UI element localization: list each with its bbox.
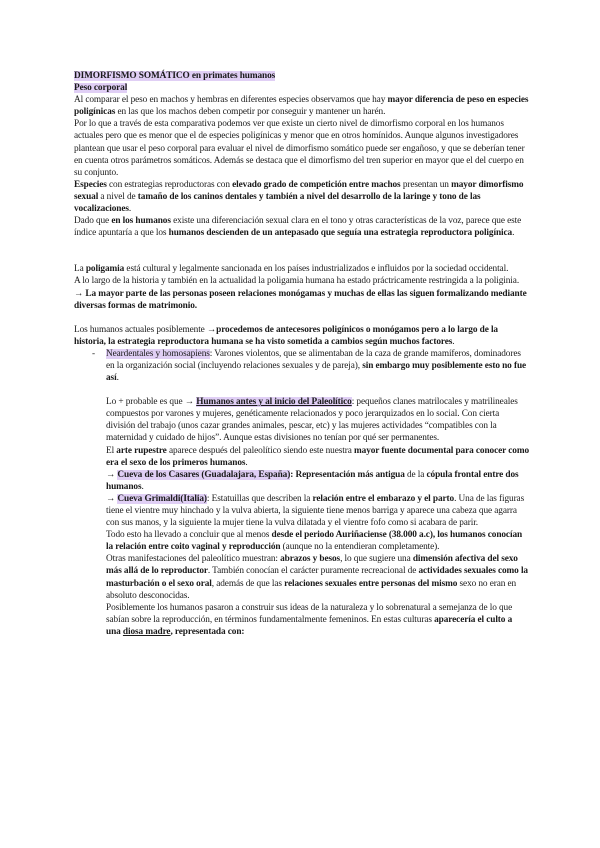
paragraph-q4: → Cueva Grimaldi(Italia): Estatuillas que describen la relación entre el embarazo y el parto. Una de las figuras tiene el vientre muy hinchado y la vulva abierta, la siguiente tiene menos barriga y aparece una cabeza que agarra con sus manos, y la siguiente la mujer tiene la vulva dilatada y el vientre fofo como si acabara de parir.: [106, 493, 525, 529]
paragraph-q3: → Cueva de los Casares (Guadalajara, España): Representación más antigua de la cópula frontal entre dos humanos.: [106, 469, 519, 492]
paragraph-7: → La mayor parte de las personas poseen relaciones monógamas y muchas de ellas las siguen formalizando mediante diversas formas de matrimonio.: [74, 288, 527, 311]
paragraph-5: La poligamia está cultural y legalmente sancionada en los países industrializados e influidos por la sociedad occidental.: [74, 264, 509, 275]
bullet-item: - Neardentales y homosapiens: Varones violentos, que se alimentaban de la caza de grande mamíferos, dominadores en la organización social (incluyendo relaciones sexuales y de pareja), sin embargo muy posiblemente esto no fue así.: [92, 348, 527, 384]
indented-block: [74, 396, 529, 638]
bullet-dash: -: [92, 348, 95, 359]
paragraph-q2: El arte rupestre aparece después del paleolítico siendo este nuestra mayor fuente documental para conocer como era el sexo de los primeros humanos.: [106, 445, 530, 468]
paragraph-q5: Todo esto ha llevado a concluir que al menos desde el periodo Auriñaciense (38.000 a.c), los humanos conocían la relación entre coito vaginal y reproducción (aunque no la entendieran completamente).: [106, 530, 523, 553]
section-heading: Peso corporal: [74, 83, 128, 94]
paragraph-q7: Posiblemente los humanos pasaron a construir sus ideas de la naturaleza y lo sobrenatural a semejanza de lo que sabían sobre la reproducción, en términos fundamentalmente femeninos. En estas culturas aparecería el culto a una diosa madre, representada con:: [106, 602, 513, 637]
paragraph-1: Al comparar el peso en machos y hembras en diferentes especies observamos que hay mayor diferencia de peso en especies poligínicas en las que los machos deben competir por conseguir y mantener un harén.: [74, 95, 529, 118]
paragraph-q6: Otras manifestaciones del paleolítico muestran: abrazos y besos, lo que sugiere una dimensión afectiva del sexo más allá de lo reproductor. También conocían el carácter puramente recreacional de actividades sexuales como la masturbación o el sexo oral, además de que las relaciones sexuales entre personas del mismo sexo no eran en absoluto desconocidas.: [106, 554, 528, 601]
document-page: [74, 70, 529, 638]
paragraph-2: Por lo que a través de esta comparativa podemos ver que existe un cierto nivel de dimorfismo corporal en los humanos actuales pero que es menor que el de especies poligínicas y menor que en otros homínidos. Aunque algunos investigadores plantean que usar el peso corporal para evaluar el nivel de dimorfismo somático puede ser engañoso, y que se deberían tener en cuenta otros parámetros somáticos. Además se destaca que el dimorfismo del tren superior en mayor que el del cuerpo en su conjunto.: [74, 119, 525, 178]
paragraph-8: Los humanos actuales posiblemente →procedemos de antecesores poligínicos o monógamos pero a lo largo de la historia, la estrategia reproductora humana se ha visto sometida a cambios según muchos factores.: [74, 324, 498, 347]
paragraph-6: A lo largo de la historia y también en la actualidad la poligamia humana ha estado práctricamente restringida a la poliginia.: [74, 276, 520, 287]
document-title: DIMORFISMO SOMÁTICO en primates humanos: [74, 71, 276, 81]
paragraph-4: Dado que en los humanos existe una diferenciación sexual clara en el tono y otras características de la voz, parece que este índice apuntaría a que los humanos descienden de un antepasado que seguía una estrategia reproductora poligínica.: [74, 216, 522, 239]
paragraph-q1: Lo + probable es que → Humanos antes y al inicio del Paleolítico: pequeños clanes matrilocales y matrilineales compuestos por varones y mujeres, genéticamente relacionados y poco jerarquizados en lo social. Con cierta división del trabajo (unos cazar grandes animales, pescar, etc) y las mujeres actividades “compatibles con la maternidad y cuidado de hijos”. Aunque estas divisiones no tenían por qué ser permanentes.: [106, 397, 518, 444]
paragraph-3: Especies con estrategias reproductoras con elevado grado de competición entre machos presentan un mayor dimorfismo sexual a nivel de tamaño de los caninos dentales y también a nivel del desarrollo de la laringe y tono de las vocalizaciones.: [74, 179, 524, 215]
